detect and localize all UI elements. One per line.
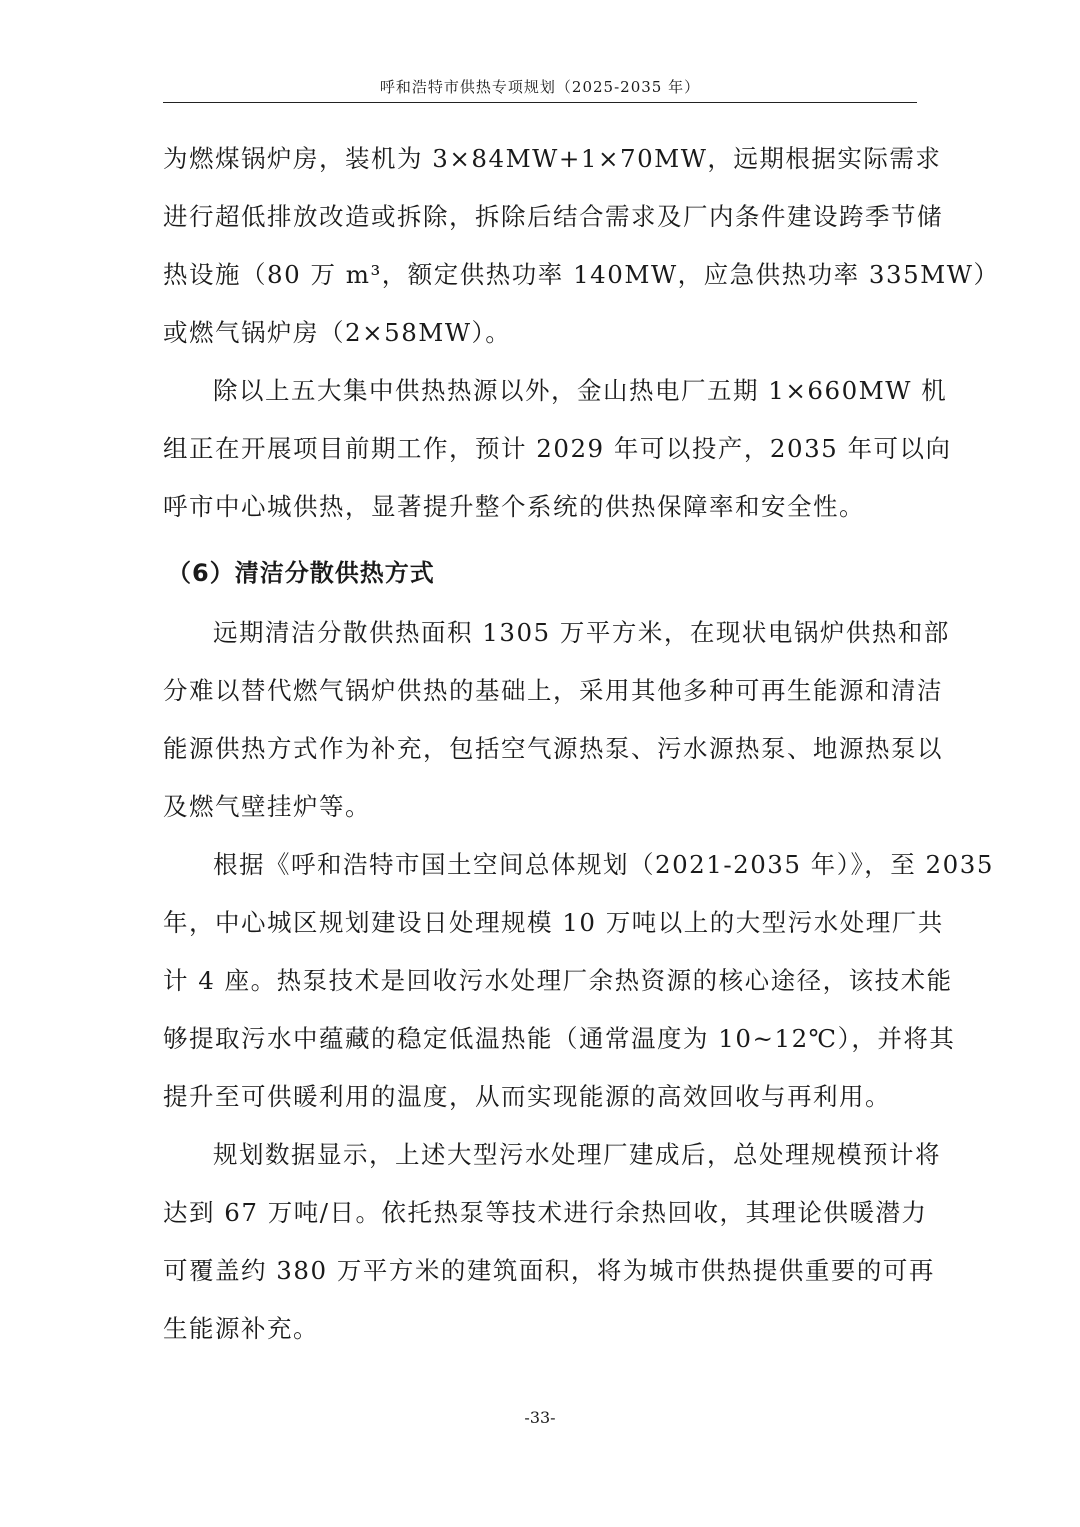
text-line: 达到 67 万吨/日。依托热泵等技术进行余热回收，其理论供暖潜力 [163, 1198, 928, 1227]
text-line: 计 4 座。热泵技术是回收污水处理厂余热资源的核心途径，该技术能 [163, 966, 953, 995]
text-line: 为燃煤锅炉房，装机为 3×84MW+1×70MW，远期根据实际需求 [163, 144, 942, 173]
document-body [163, 130, 1000, 1358]
paragraph-1 [163, 130, 1000, 362]
text-line: 热设施（80 万 m³，额定供热功率 140MW，应急供热功率 335MW） [163, 260, 1000, 289]
text-line: 及燃气壁挂炉等。 [163, 792, 371, 821]
section-paragraph-3 [163, 1126, 941, 1358]
text-line: 远期清洁分散供热面积 1305 万平方米，在现状电锅炉供热和部 [213, 618, 950, 647]
text-line: 够提取污水中蕴藏的稳定低温热能（通常温度为 10~12℃），并将其 [163, 1024, 956, 1053]
text-line: 或燃气锅炉房（2×58MW）。 [163, 318, 512, 347]
page-header [163, 68, 917, 103]
header-title: 呼和浩特市供热专项规划（2025-2035 年） [379, 78, 701, 96]
section-paragraph-1 [163, 604, 950, 836]
text-line: 能源供热方式作为补充，包括空气源热泵、污水源热泵、地源热泵以 [163, 734, 943, 763]
page-number: -33- [524, 1408, 556, 1427]
section-paragraph-2 [163, 836, 994, 1126]
text-line: 分难以替代燃气锅炉供热的基础上，采用其他多种可再生能源和清洁 [163, 676, 943, 705]
text-line: 可覆盖约 380 万平方米的建筑面积，将为城市供热提供重要的可再 [163, 1256, 935, 1285]
text-line: 根据《呼和浩特市国土空间总体规划（2021-2035 年）》，至 2035 [213, 850, 994, 879]
text-line: 呼市中心城供热，显著提升整个系统的供热保障率和安全性。 [163, 492, 865, 521]
text-line: 组正在开展项目前期工作，预计 2029 年可以投产，2035 年可以向 [163, 434, 952, 463]
text-line: 生能源补充。 [163, 1314, 319, 1343]
text-line: 除以上五大集中供热热源以外，金山热电厂五期 1×660MW 机 [213, 376, 948, 405]
text-line: 进行超低排放改造或拆除，拆除后结合需求及厂内条件建设跨季节储 [163, 202, 943, 231]
text-line: 规划数据显示，上述大型污水处理厂建成后，总处理规模预计将 [213, 1140, 941, 1169]
section-heading: （6）清洁分散供热方式 [167, 559, 435, 587]
text-line: 年，中心城区规划建设日处理规模 10 万吨以上的大型污水处理厂共 [163, 908, 944, 937]
paragraph-2 [163, 362, 952, 536]
text-line: 提升至可供暖利用的温度，从而实现能源的高效回收与再利用。 [163, 1082, 891, 1111]
